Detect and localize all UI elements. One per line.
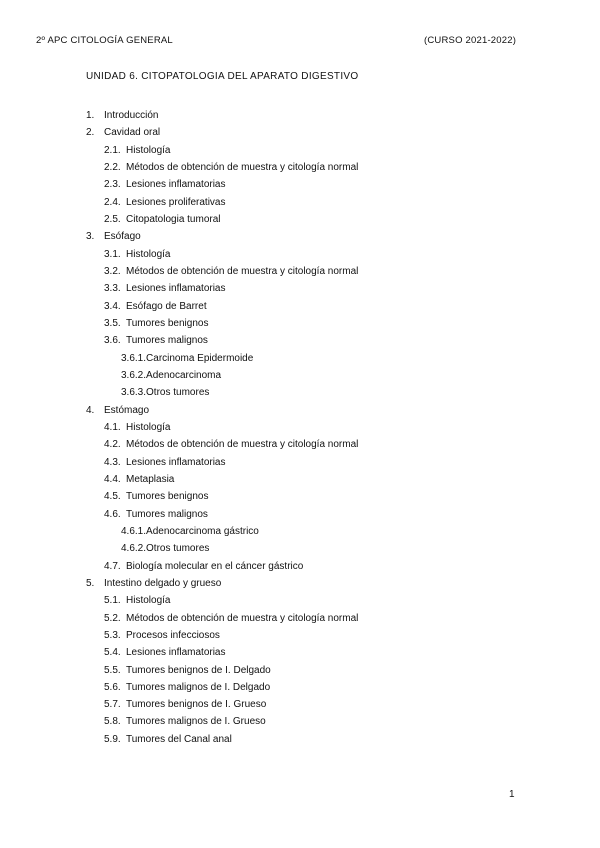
toc-item xyxy=(0,523,600,540)
toc-item-text: Tumores benignos xyxy=(126,317,209,329)
toc-item-text: Lesiones inflamatorias xyxy=(126,456,226,468)
toc-item-number: 5.3. xyxy=(104,629,121,641)
toc-item xyxy=(0,384,600,401)
toc-item-number: 3.4. xyxy=(104,300,121,312)
toc-item-text: Lesiones inflamatorias xyxy=(126,283,226,295)
toc-item xyxy=(0,246,600,263)
unit-title: UNIDAD 6. CITOPATOLOGIA DEL APARATO DIGESTIVO xyxy=(86,71,359,82)
toc-item-number: 4.6.2. xyxy=(121,543,147,555)
toc-item-number: 4.2. xyxy=(104,439,121,451)
toc-item xyxy=(0,696,600,713)
header-course-subject: 2º APC CITOLOGÍA GENERAL xyxy=(36,35,173,46)
toc-item xyxy=(0,471,600,488)
toc-item-text: Histología xyxy=(126,144,171,156)
toc-item-entry xyxy=(121,350,253,367)
toc-item xyxy=(0,419,600,436)
toc-item xyxy=(0,228,600,245)
toc-item xyxy=(0,402,600,419)
toc-item xyxy=(0,679,600,696)
toc-item-text: Carcinoma Epidermoide xyxy=(146,352,254,364)
toc-item-number: 2.3. xyxy=(104,179,121,191)
header-academic-year: (CURSO 2021-2022) xyxy=(424,35,517,46)
toc-item xyxy=(0,176,600,193)
toc-item-number: 3. xyxy=(86,231,95,243)
toc-item-text: Introducción xyxy=(104,110,159,121)
toc-item-text: Histología xyxy=(126,248,171,260)
toc-item-number: 5.6. xyxy=(104,681,121,693)
table-of-contents xyxy=(0,107,600,748)
toc-item-entry xyxy=(121,367,221,384)
toc-item-number: 5.8. xyxy=(104,716,121,728)
toc-item-text: Cavidad oral xyxy=(104,127,161,139)
toc-item-text: Adenocarcinoma gástrico xyxy=(146,525,259,537)
toc-item-text: Tumores malignos de I. Delgado xyxy=(126,681,271,693)
toc-item xyxy=(0,454,600,471)
toc-item-text: Tumores benignos de I. Delgado xyxy=(126,664,271,676)
toc-item xyxy=(0,124,600,141)
toc-item xyxy=(0,662,600,679)
toc-item-text: Histología xyxy=(126,595,171,607)
toc-item xyxy=(0,592,600,609)
toc-item xyxy=(0,627,600,644)
toc-item-number: 5.2. xyxy=(104,612,121,624)
toc-item-number: 4.6. xyxy=(104,508,121,520)
toc-item xyxy=(0,107,600,124)
toc-item-text: Tumores malignos xyxy=(126,508,208,520)
toc-item-text: Métodos de obtención de muestra y citología normal xyxy=(126,161,359,173)
toc-item-number: 5. xyxy=(86,577,95,589)
toc-item xyxy=(0,610,600,627)
toc-item-number: 4.5. xyxy=(104,491,121,503)
toc-item-number: 5.1. xyxy=(104,595,121,607)
toc-item xyxy=(0,731,600,748)
toc-item xyxy=(0,159,600,176)
toc-item-number: 2.4. xyxy=(104,196,121,208)
toc-item-number: 5.5. xyxy=(104,664,121,676)
page-number: 1 xyxy=(509,789,515,800)
toc-item-text: Métodos de obtención de muestra y citología normal xyxy=(126,439,359,451)
toc-item-number: 2. xyxy=(86,127,95,139)
toc-item-number: 1. xyxy=(86,110,95,121)
toc-item-number: 4.7. xyxy=(104,560,121,572)
toc-item-number: 3.6.1. xyxy=(121,352,147,364)
toc-item-number: 3.1. xyxy=(104,248,121,260)
toc-item xyxy=(0,211,600,228)
toc-item-number: 5.7. xyxy=(104,699,121,711)
toc-item-text: Procesos infecciosos xyxy=(126,629,220,641)
toc-item-text: Otros tumores xyxy=(146,387,210,399)
toc-item-entry xyxy=(121,540,209,557)
toc-item-number: 5.4. xyxy=(104,647,121,659)
toc-item-number: 2.5. xyxy=(104,213,121,225)
toc-item-text: Tumores benignos xyxy=(126,491,209,503)
toc-item-number: 5.9. xyxy=(104,733,121,745)
toc-item-number: 4.1. xyxy=(104,421,121,433)
toc-item xyxy=(0,575,600,592)
toc-item-number: 4.6.1. xyxy=(121,525,147,537)
toc-item-text: Lesiones proliferativas xyxy=(126,196,226,208)
toc-item xyxy=(0,332,600,349)
toc-item-number: 4.3. xyxy=(104,456,121,468)
toc-item-text: Tumores benignos de I. Grueso xyxy=(126,699,267,711)
toc-item-text: Esófago de Barret xyxy=(126,300,207,312)
toc-item xyxy=(0,194,600,211)
toc-item-text: Métodos de obtención de muestra y citología normal xyxy=(126,265,359,277)
toc-item-number: 4. xyxy=(86,404,95,416)
toc-item-text: Tumores del Canal anal xyxy=(126,733,232,745)
toc-item-entry xyxy=(121,523,259,540)
toc-item-text: Intestino delgado y grueso xyxy=(104,577,222,589)
toc-item-number: 3.6.2. xyxy=(121,369,147,381)
toc-item-text: Otros tumores xyxy=(146,543,210,555)
toc-item-text: Adenocarcinoma xyxy=(146,369,222,381)
toc-item xyxy=(0,540,600,557)
toc-item-text: Métodos de obtención de muestra y citología normal xyxy=(126,612,359,624)
toc-item-number: 3.5. xyxy=(104,317,121,329)
toc-item xyxy=(0,142,600,159)
toc-item-text: Citopatologia tumoral xyxy=(126,213,221,225)
toc-item xyxy=(0,263,600,280)
toc-item-text: Lesiones inflamatorias xyxy=(126,647,226,659)
toc-item xyxy=(0,506,600,523)
toc-item-text: Esófago xyxy=(104,231,141,243)
toc-item-text: Histología xyxy=(126,421,171,433)
toc-item-text: Tumores malignos de I. Grueso xyxy=(126,716,266,728)
toc-item xyxy=(0,644,600,661)
toc-item-text: Tumores malignos xyxy=(126,335,208,347)
toc-item-number: 3.2. xyxy=(104,265,121,277)
toc-item-text: Biología molecular en el cáncer gástrico xyxy=(126,560,304,572)
toc-item-number: 2.2. xyxy=(104,161,121,173)
toc-item xyxy=(0,280,600,297)
toc-item-text: Estómago xyxy=(104,404,150,416)
toc-item-text: Lesiones inflamatorias xyxy=(126,179,226,191)
toc-item-number: 3.3. xyxy=(104,283,121,295)
toc-item-number: 3.6. xyxy=(104,335,121,347)
toc-item xyxy=(0,488,600,505)
toc-item xyxy=(0,558,600,575)
toc-item-number: 2.1. xyxy=(104,144,121,156)
toc-item xyxy=(0,315,600,332)
toc-item xyxy=(0,350,600,367)
toc-item-text: Metaplasia xyxy=(126,473,175,485)
toc-item-number: 4.4. xyxy=(104,473,121,485)
toc-item-number: 3.6.3. xyxy=(121,387,147,399)
toc-item xyxy=(0,367,600,384)
toc-item-entry xyxy=(121,384,209,401)
toc-item xyxy=(0,298,600,315)
toc-item xyxy=(0,436,600,453)
toc-item xyxy=(0,713,600,730)
